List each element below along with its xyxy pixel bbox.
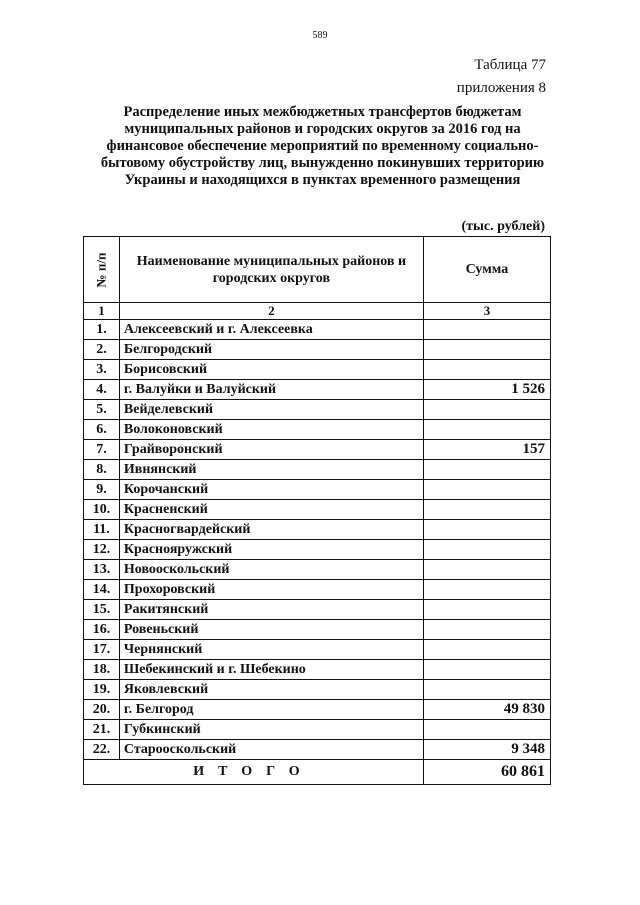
row-sum	[423, 680, 550, 700]
table-row	[84, 660, 551, 680]
table-row	[84, 620, 551, 640]
row-name: Ракитянский	[119, 600, 423, 620]
units-label: (тыс. рублей)	[461, 219, 545, 234]
table-row	[84, 540, 551, 560]
row-name: Алексеевский и г. Алексеевка	[119, 320, 423, 340]
table-reference: Таблица 77	[474, 57, 546, 73]
column-index: 1	[84, 303, 120, 320]
row-name: Ровеньский	[119, 620, 423, 640]
row-sum	[423, 580, 550, 600]
row-sum	[423, 600, 550, 620]
table-row	[84, 640, 551, 660]
table-body	[84, 320, 551, 760]
row-number: 17.	[84, 640, 120, 660]
table-row	[84, 720, 551, 740]
header-sum: Сумма	[423, 237, 550, 303]
table-row	[84, 380, 551, 400]
table-row	[84, 440, 551, 460]
table-row	[84, 460, 551, 480]
row-number: 16.	[84, 620, 120, 640]
row-number: 20.	[84, 700, 120, 720]
row-name: Белгородский	[119, 340, 423, 360]
table-row	[84, 500, 551, 520]
table-row	[84, 740, 551, 760]
row-number: 21.	[84, 720, 120, 740]
row-name: Красненский	[119, 500, 423, 520]
table-row	[84, 580, 551, 600]
row-sum	[423, 460, 550, 480]
row-number: 12.	[84, 540, 120, 560]
row-sum	[423, 400, 550, 420]
row-number: 9.	[84, 480, 120, 500]
total-row	[84, 760, 551, 785]
header-number	[84, 237, 120, 303]
row-number: 11.	[84, 520, 120, 540]
row-sum	[423, 720, 550, 740]
column-index-row	[84, 303, 551, 320]
row-sum	[423, 420, 550, 440]
total-sum: 60 861	[423, 760, 550, 785]
row-sum	[423, 640, 550, 660]
table-row	[84, 480, 551, 500]
row-number: 2.	[84, 340, 120, 360]
row-sum	[423, 320, 550, 340]
row-sum: 49 830	[423, 700, 550, 720]
row-number: 18.	[84, 660, 120, 680]
row-name: Ивнянский	[119, 460, 423, 480]
header-row	[84, 237, 551, 303]
row-name: Яковлевский	[119, 680, 423, 700]
row-sum	[423, 500, 550, 520]
table-row	[84, 400, 551, 420]
table-row	[84, 700, 551, 720]
table-row	[84, 680, 551, 700]
row-number: 8.	[84, 460, 120, 480]
row-number: 1.	[84, 320, 120, 340]
row-name: Чернянский	[119, 640, 423, 660]
row-sum	[423, 560, 550, 580]
row-name: Волоконовский	[119, 420, 423, 440]
row-sum: 157	[423, 440, 550, 460]
table-row	[84, 420, 551, 440]
row-sum	[423, 480, 550, 500]
header-number-label: № п/п	[93, 252, 109, 287]
row-sum	[423, 360, 550, 380]
page-number: 589	[312, 30, 328, 41]
row-name: Старооскольский	[119, 740, 423, 760]
header-name: Наименование муниципальных районов и городских округов	[119, 237, 423, 303]
row-name: Краснояружский	[119, 540, 423, 560]
row-sum	[423, 660, 550, 680]
row-sum: 1 526	[423, 380, 550, 400]
row-name: Губкинский	[119, 720, 423, 740]
row-number: 5.	[84, 400, 120, 420]
row-number: 14.	[84, 580, 120, 600]
row-name: г. Белгород	[119, 700, 423, 720]
row-number: 4.	[84, 380, 120, 400]
row-sum	[423, 340, 550, 360]
row-name: г. Валуйки и Валуйский	[119, 380, 423, 400]
row-name: Вейделевский	[119, 400, 423, 420]
row-sum	[423, 620, 550, 640]
row-name: Красногвардейский	[119, 520, 423, 540]
row-name: Прохоровский	[119, 580, 423, 600]
table-row	[84, 340, 551, 360]
row-sum	[423, 540, 550, 560]
row-number: 10.	[84, 500, 120, 520]
table-row	[84, 600, 551, 620]
table-row	[84, 320, 551, 340]
column-index: 2	[119, 303, 423, 320]
row-number: 3.	[84, 360, 120, 380]
table-row	[84, 360, 551, 380]
row-name: Борисовский	[119, 360, 423, 380]
column-index: 3	[423, 303, 550, 320]
row-number: 19.	[84, 680, 120, 700]
row-number: 7.	[84, 440, 120, 460]
row-sum	[423, 520, 550, 540]
appendix-reference: приложения 8	[456, 80, 546, 96]
distribution-table	[83, 236, 551, 785]
row-number: 22.	[84, 740, 120, 760]
total-label: ИТОГО	[84, 760, 424, 785]
row-name: Корочанский	[119, 480, 423, 500]
table-row	[84, 560, 551, 580]
row-number: 13.	[84, 560, 120, 580]
row-name: Грайворонский	[119, 440, 423, 460]
row-name: Шебекинский и г. Шебекино	[119, 660, 423, 680]
row-number: 15.	[84, 600, 120, 620]
row-number: 6.	[84, 420, 120, 440]
row-sum: 9 348	[423, 740, 550, 760]
document-title: Распределение иных межбюджетных трансфертов бюджетам муниципальных районов и городских округов за 2016 год на финансовое обеспечение мероприятий по временному социально-бытовому обустройству лиц, вынужденно покинувших территорию Украины и находящихся в пунктах временного размещения	[100, 104, 545, 188]
row-name: Новооскольский	[119, 560, 423, 580]
table-row	[84, 520, 551, 540]
